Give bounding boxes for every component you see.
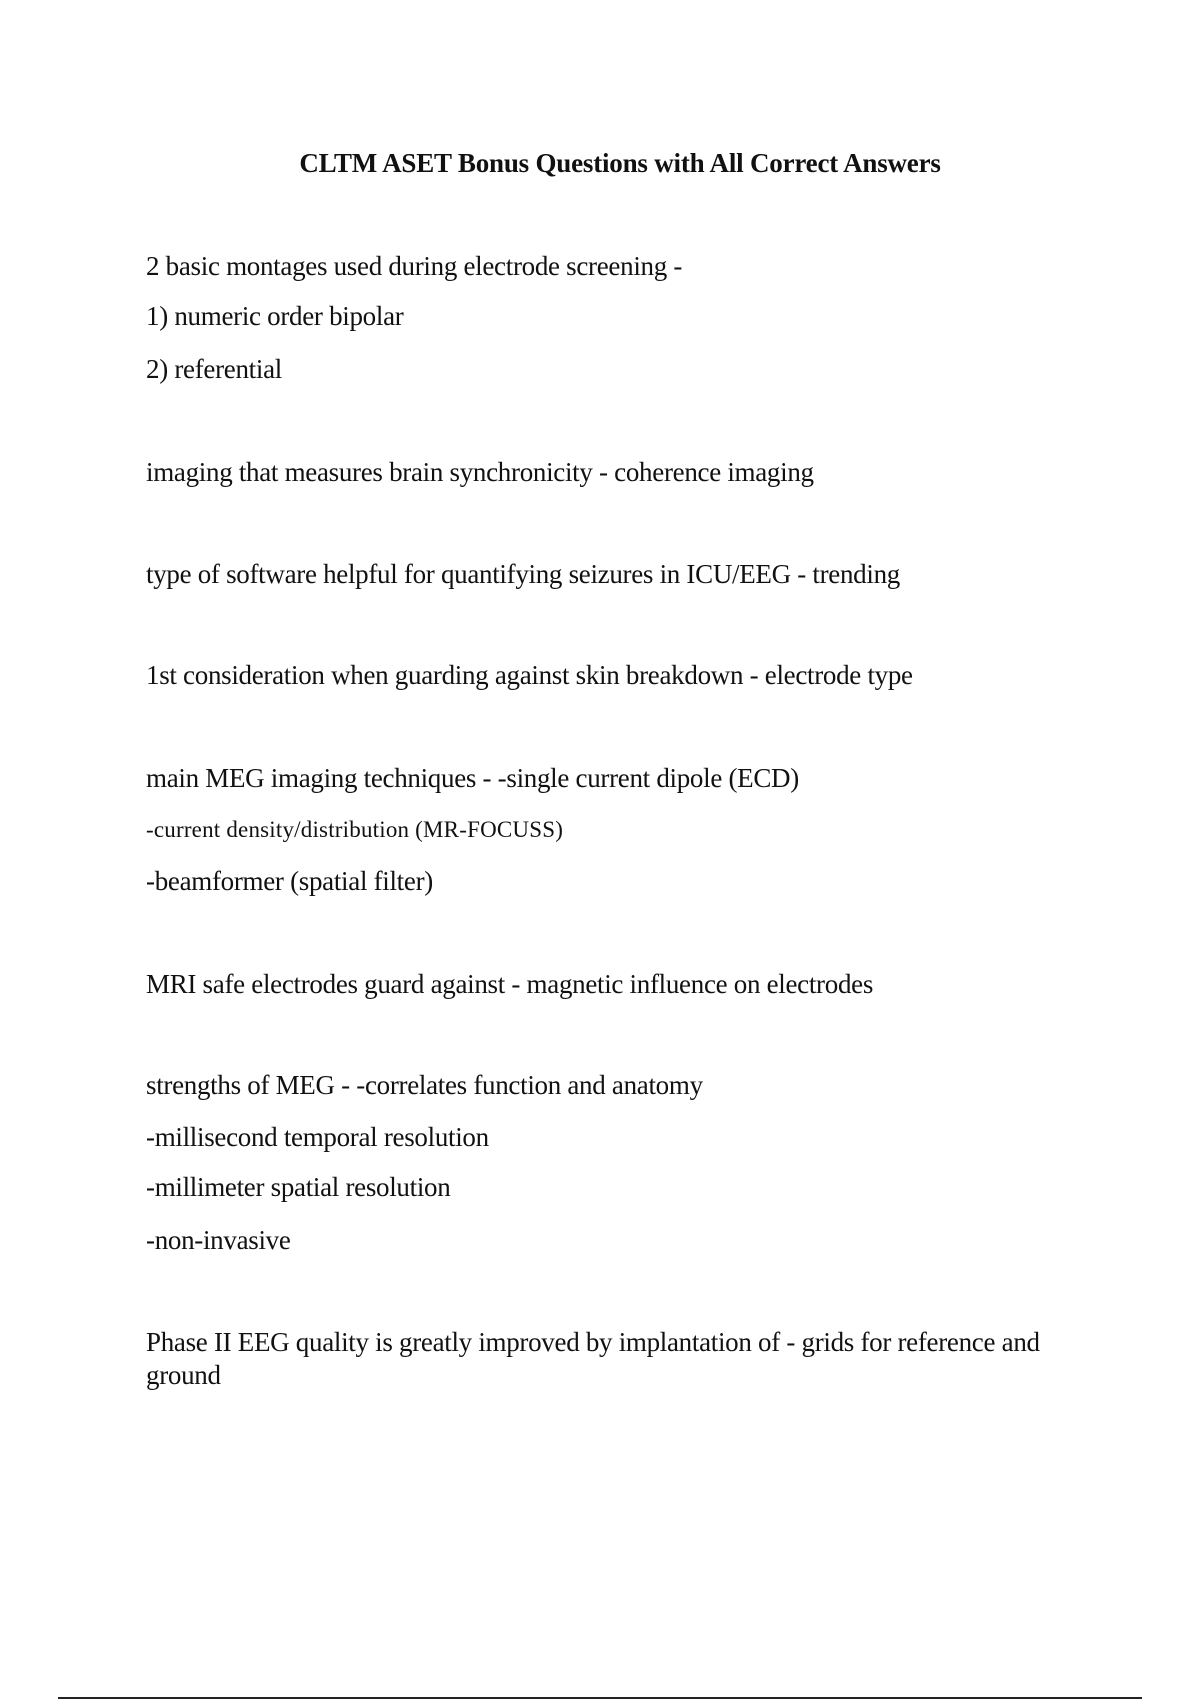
- qa-answer-line: -millimeter spatial resolution: [146, 1172, 451, 1202]
- qa-answer-line: 1) numeric order bipolar: [146, 301, 404, 331]
- qa-item-phase-ii-eeg: Phase II EEG quality is greatly improved by implantation of - grids for reference and ground: [146, 1327, 1040, 1390]
- qa-question-meg-strengths: strengths of MEG - -correlates function and anatomy: [146, 1070, 703, 1100]
- qa-item-skin-breakdown: 1st consideration when guarding against skin breakdown - electrode type: [146, 660, 913, 690]
- qa-item-mri-safe-electrodes: MRI safe electrodes guard against - magnetic influence on electrodes: [146, 969, 874, 999]
- qa-answer-line: -millisecond temporal resolution: [146, 1122, 489, 1152]
- qa-item-trending-software: type of software helpful for quantifying seizures in ICU/EEG - trending: [146, 559, 900, 589]
- qa-answer-line: -current density/distribution (MR-FOCUSS): [146, 817, 564, 842]
- qa-question-meg-techniques: main MEG imaging techniques - -single current dipole (ECD): [146, 763, 799, 793]
- document-title: CLTM ASET Bonus Questions with All Correct Answers: [299, 148, 941, 178]
- qa-answer-line: -beamformer (spatial filter): [146, 866, 433, 896]
- qa-question-montages: 2 basic montages used during electrode screening -: [146, 251, 683, 281]
- qa-answer-line: -non-invasive: [146, 1225, 291, 1255]
- qa-item-coherence-imaging: imaging that measures brain synchronicity - coherence imaging: [146, 457, 814, 487]
- qa-answer-line: 2) referential: [146, 354, 282, 384]
- footer-rule: [58, 1697, 1142, 1699]
